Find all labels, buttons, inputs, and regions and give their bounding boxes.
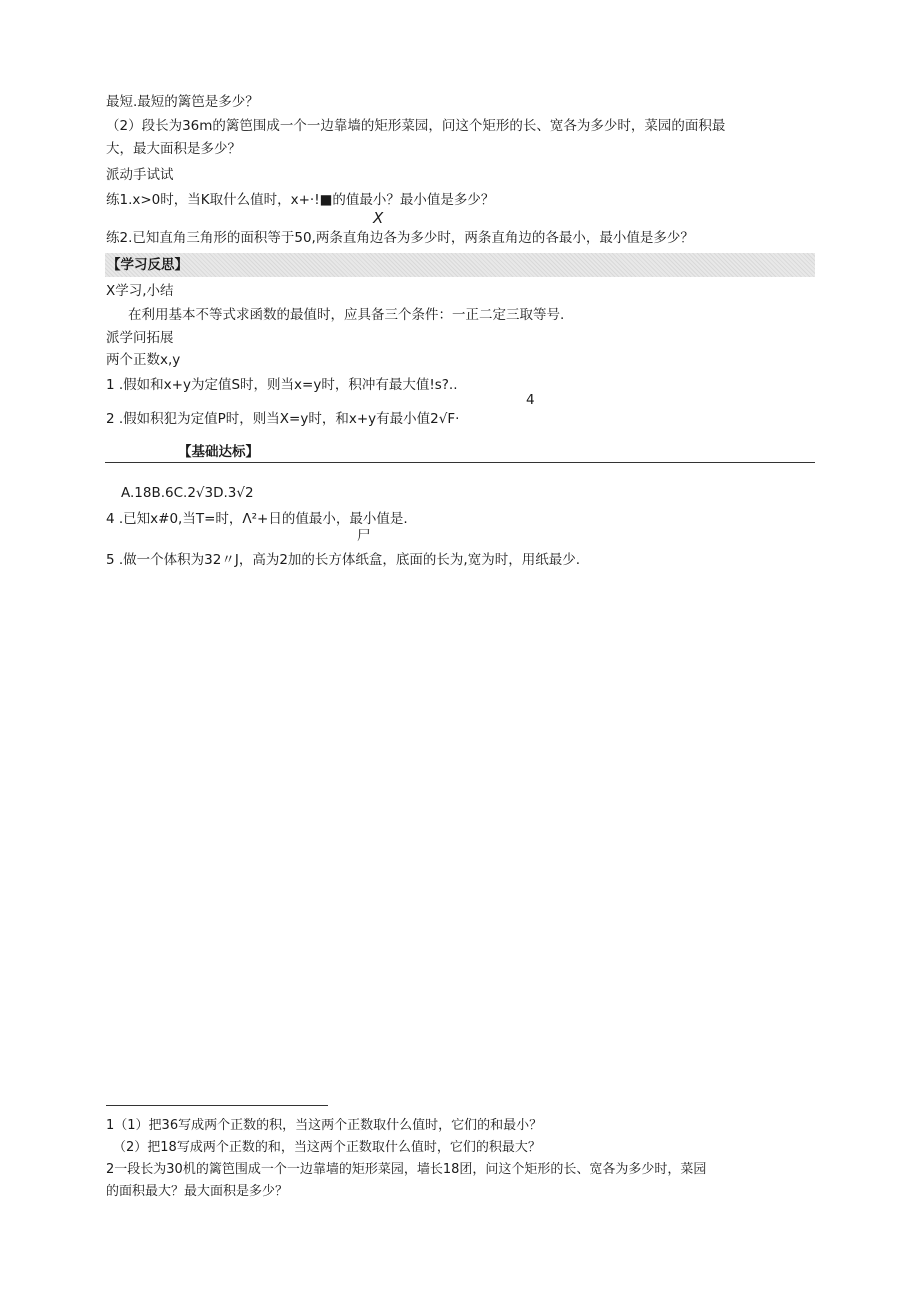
text-line-1: 最短.最短的篱笆是多少？ [106,94,259,110]
section-banner-reflection [105,253,815,277]
footnote-1: 1（1）把36写成两个正数的积，当这两个正数取什么值时，它们的和最小？ [106,1118,543,1133]
question-4-denominator: 尸 [357,528,371,544]
summary-heading: X学习,小结 [106,283,174,299]
question-4: 4 .已知x#0,当T=时，Λ²+日的值最小，最小值是. [106,511,408,527]
footnote-1-part-2: （2）把18写成两个正数的和，当这两个正数取什么值时，它们的积最大？ [113,1140,541,1155]
answer-choices: A.18B.6C.2√3D.3√2 [121,485,254,501]
extension-heading: 派学问拓展 [106,330,174,346]
exercise-1-fraction-mark: X [373,209,384,227]
extension-intro: 两个正数x,y [106,352,181,368]
question-5: 5 .做一个体积为32〃J，高为2加的长方体纸盒，底面的长为,宽为时，用纸最少. [106,552,581,568]
exercise-1: 练1.x>0时，当K取什么值时，x+·!■的值最小？最小值是多少？ [106,192,495,208]
extension-item-1-denominator: 4 [526,392,535,408]
exercise-2: 练2.已知直角三角形的面积等于50,两条直角边各为多少时，两条直角边的各最小，最小值是多少？ [106,230,694,246]
footnote-2: 2一段长为30机的篱笆围成一个一边靠墙的矩形菜园，墙长18团，问这个矩形的长、宽各为多少时，菜园 [106,1162,707,1177]
extension-item-2: 2 .假如积犯为定值P时，则当X=y时，和x+y有最小值2√F· [106,411,460,427]
section-try: 派动手试试 [106,167,174,183]
banner-title: 【学习反思】 [107,257,188,273]
text-line-3: 大，最大面积是多少？ [106,141,241,157]
text-line-2: （2）段长为36m的篱笆围成一个一边靠墙的矩形菜园，问这个矩形的长、宽各为多少时，菜园的面积最 [106,118,726,134]
section-divider [105,462,815,463]
extension-item-1: 1 .假如和x+y为定值S时，则当x=y时，积冲有最大值!s?.. [106,377,458,393]
footnote-separator [106,1105,328,1106]
heading-basic-goals: 【基础达标】 [178,444,259,460]
footnote-2-cont: 的面积最大？最大面积是多少？ [106,1184,289,1199]
summary-text: 在利用基本不等式求函数的最值时，应具备三个条件：一正二定三取等号. [128,307,565,323]
